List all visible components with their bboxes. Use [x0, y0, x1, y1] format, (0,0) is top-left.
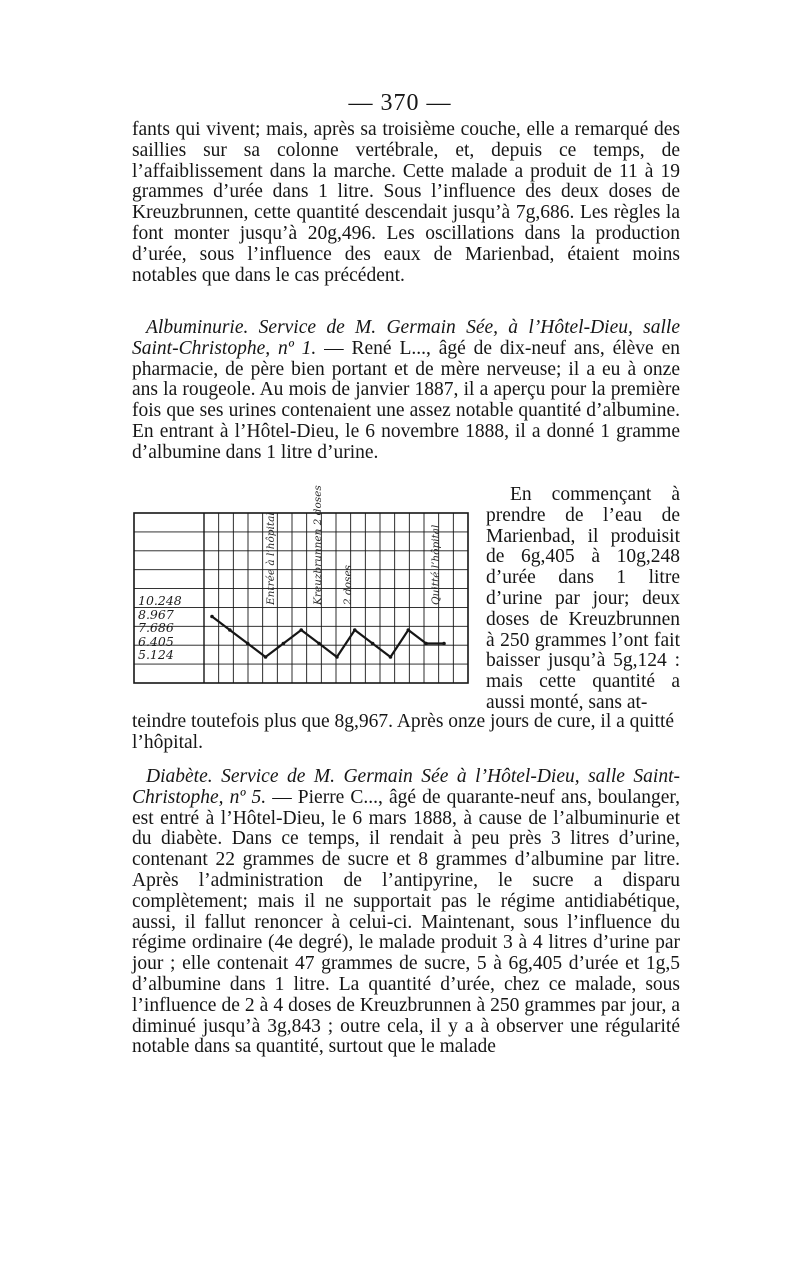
- y-tick-label: 6.405: [138, 633, 174, 649]
- page-number: — 370 —: [348, 90, 452, 116]
- chart-annotation: Kreuzbrunnen 2 doses: [312, 485, 324, 605]
- paragraph-albuminurie: [132, 318, 680, 464]
- data-point: [299, 628, 303, 632]
- data-point: [282, 642, 286, 646]
- diabete-body: — Pierre C..., âgé de quarante-neuf ans, boulanger, est entré à l’Hôtel-Dieu, le 6 mars 1888, à cause de l’albuminurie et du diabète. Dans ce temps, il rendait à peu près 3 litres d’urine, contenant 22 grammes de sucre et 8 grammes d’albumine par litre. Après l’administration de l’antipyrine, le sucre a disparu complètement; mais il ne supportait pas le régime antidiabétique, aussi, il fallut renoncer à celui-ci. Maintenant, sous l’influence du régime ordinaire (4e degré), le malade produit 3 à 4 litres d’urine par jour ; elle contenait 47 grammes de sucre, 5 à 6g,405 d’urée et 1g,5 d’albumine dans 1 litre. La quantité d’urée, chez ce malade, sous l’influence de 2 à 4 doses de Kreuzbrunnen à 250 grammes par jour, a diminué jusqu’à 3g,843 ; outre cela, il y a à observer une régularité notable dans sa quantité, surtout que le malade: [132, 786, 680, 1058]
- data-point: [389, 655, 393, 659]
- data-point: [228, 628, 232, 632]
- data-point: [424, 642, 428, 646]
- paragraph-3-side: En commençant à prendre de l’eau de Marienbad, il produisit de 6g,405 à 10g,248 d’urée dans 1 litre d’urine par jour; deux doses de Kreuzbrunnen à 250 grammes l’ont fait baisser jusqu’à 5g,124 : mais cette quantité a aussi monté, sans at-: [486, 484, 680, 713]
- paragraph-diabete: [132, 767, 680, 1058]
- paragraph-4: [132, 767, 680, 1058]
- paragraph-3-tail: teindre toutefois plus que 8g,967. Après onze jours de cure, il a quitté l’hôpital.: [132, 711, 675, 753]
- side-paragraph: [486, 485, 680, 714]
- data-point: [264, 655, 268, 659]
- chart-annotation: Quitté l’hôpital: [430, 524, 442, 605]
- paragraph-continued: [132, 120, 680, 286]
- y-tick-label: 7.686: [138, 620, 174, 635]
- y-tick-label: 10.248: [138, 593, 182, 608]
- y-tick-label: 5.124: [138, 647, 174, 662]
- paragraph-1: fants qui vivent; mais, après sa troisième couche, elle a remarqué des saillies sur sa colonne vertébrale, et, depuis ce temps, de l’affaiblissement dans la marche. Cette malade a produit de 11 à 19 grammes d’urée dans 1 litre. Sous l’influence des deux doses de Kreuzbrunnen, cette quantité descendait jusqu’à 7g,686. Les règles la font monter jusqu’à 20g,496. Les oscillations dans la production d’urée, sous l’influence des eaux de Marienbad, étaient moins notables que dans le cas précédent.: [132, 119, 680, 286]
- data-point: [317, 642, 321, 646]
- urea-chart: [130, 485, 470, 687]
- albuminurie-heading: Albuminurie. Service de M. Germain Sée, à l’Hôtel-Dieu, salle Saint-Christophe, nº 1.: [132, 317, 680, 359]
- data-point: [353, 628, 357, 632]
- chart-annotation: 2 doses: [342, 564, 354, 605]
- data-point: [210, 615, 214, 619]
- data-point: [371, 642, 375, 646]
- chart-annotation: Entrée à l’hôpital: [265, 512, 277, 605]
- diabete-heading: Diabète. Service de M. Germain Sée à l’Hôtel-Dieu, salle Saint-Christophe, nº 5.: [132, 766, 680, 808]
- data-point: [442, 642, 446, 646]
- paragraph-2: [132, 318, 680, 464]
- data-point: [335, 655, 339, 659]
- albuminurie-body: — René L..., âgé de dix-neuf ans, élève en pharmacie, de père bien portant et de mère nerveuse; il a eu à onze ans la rougeole. Au mois de janvier 1887, il a aperçu pour la première fois que ses urines contenaient une assez notable quantité d’albumine. En entrant à l’Hôtel-Dieu, le 6 novembre 1888, il a donné 1 gramme d’albumine dans 1 litre d’urine.: [132, 337, 680, 463]
- y-tick-label: 8.967: [138, 606, 174, 622]
- data-point: [246, 642, 250, 646]
- paragraph-3-tail-block: [132, 712, 680, 754]
- data-point: [407, 628, 411, 632]
